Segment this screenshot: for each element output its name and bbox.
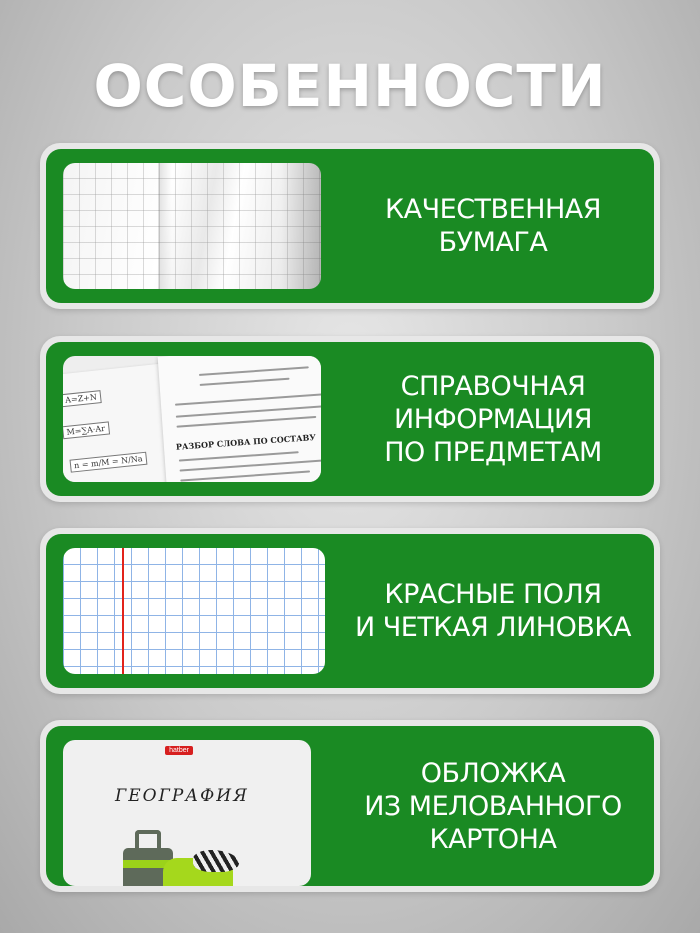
reference-heading: РАЗБОР СЛОВА ПО СОСТАВУ [175,432,317,452]
notebook-cover-image [63,740,311,886]
feature-card-red-margins [40,528,660,694]
feature-card-body [46,726,654,886]
text-line [175,393,321,405]
suitcase-handle [135,830,161,848]
feature-label [346,342,640,496]
reference-pages-image [63,356,321,482]
feature-card-coated-cover [40,720,660,892]
brand-logo: hatber [165,746,193,755]
reference-sheet-right [158,356,321,482]
formula-label: M=∑A·Ar [63,421,110,439]
feature-label-line: КАЧЕСТВЕННАЯ [385,194,601,225]
formula-label: n = m/M = N/Na [70,452,148,473]
feature-label-line: ОБЛОЖКА [420,757,566,789]
feature-label-line: КРАСНЫЕ ПОЛЯ [384,579,602,610]
feature-card-reference-info [40,336,660,502]
red-margin-grid-image [63,548,325,674]
text-line [200,378,290,386]
paper-image [63,163,321,289]
text-line [180,470,310,481]
page-title: ОСОБЕННОСТИ [93,52,607,120]
text-line [199,366,309,376]
feature-label-line: И ЧЕТКАЯ ЛИНОВКА [354,612,632,643]
text-line [176,416,316,428]
feature-label [346,726,640,886]
paper-fold [158,163,172,289]
text-line [180,459,321,471]
red-margin-line [122,548,124,674]
feature-card-quality-paper [40,143,660,309]
feature-label-line: КАРТОНА [429,823,557,855]
zebra-pattern [193,850,239,872]
feature-label [346,149,640,303]
feature-label-line: ИНФОРМАЦИЯ [394,403,592,435]
feature-card-body [46,342,654,496]
feature-card-body [46,149,654,303]
text-line [179,451,299,461]
text-line [176,405,321,418]
feature-label-line: ИЗ МЕЛОВАННОГО [364,790,622,822]
feature-label-line: БУМАГА [438,227,548,258]
feature-label [346,534,640,688]
feature-card-body [46,534,654,688]
paper-shadow [281,163,321,289]
formula-label: A=Z+N [63,390,102,407]
feature-label-line: ПО ПРЕДМЕТАМ [384,436,602,468]
feature-label-line: СПРАВОЧНАЯ [400,370,586,402]
cover-subject-title: ГЕОГРАФИЯ [115,786,249,806]
